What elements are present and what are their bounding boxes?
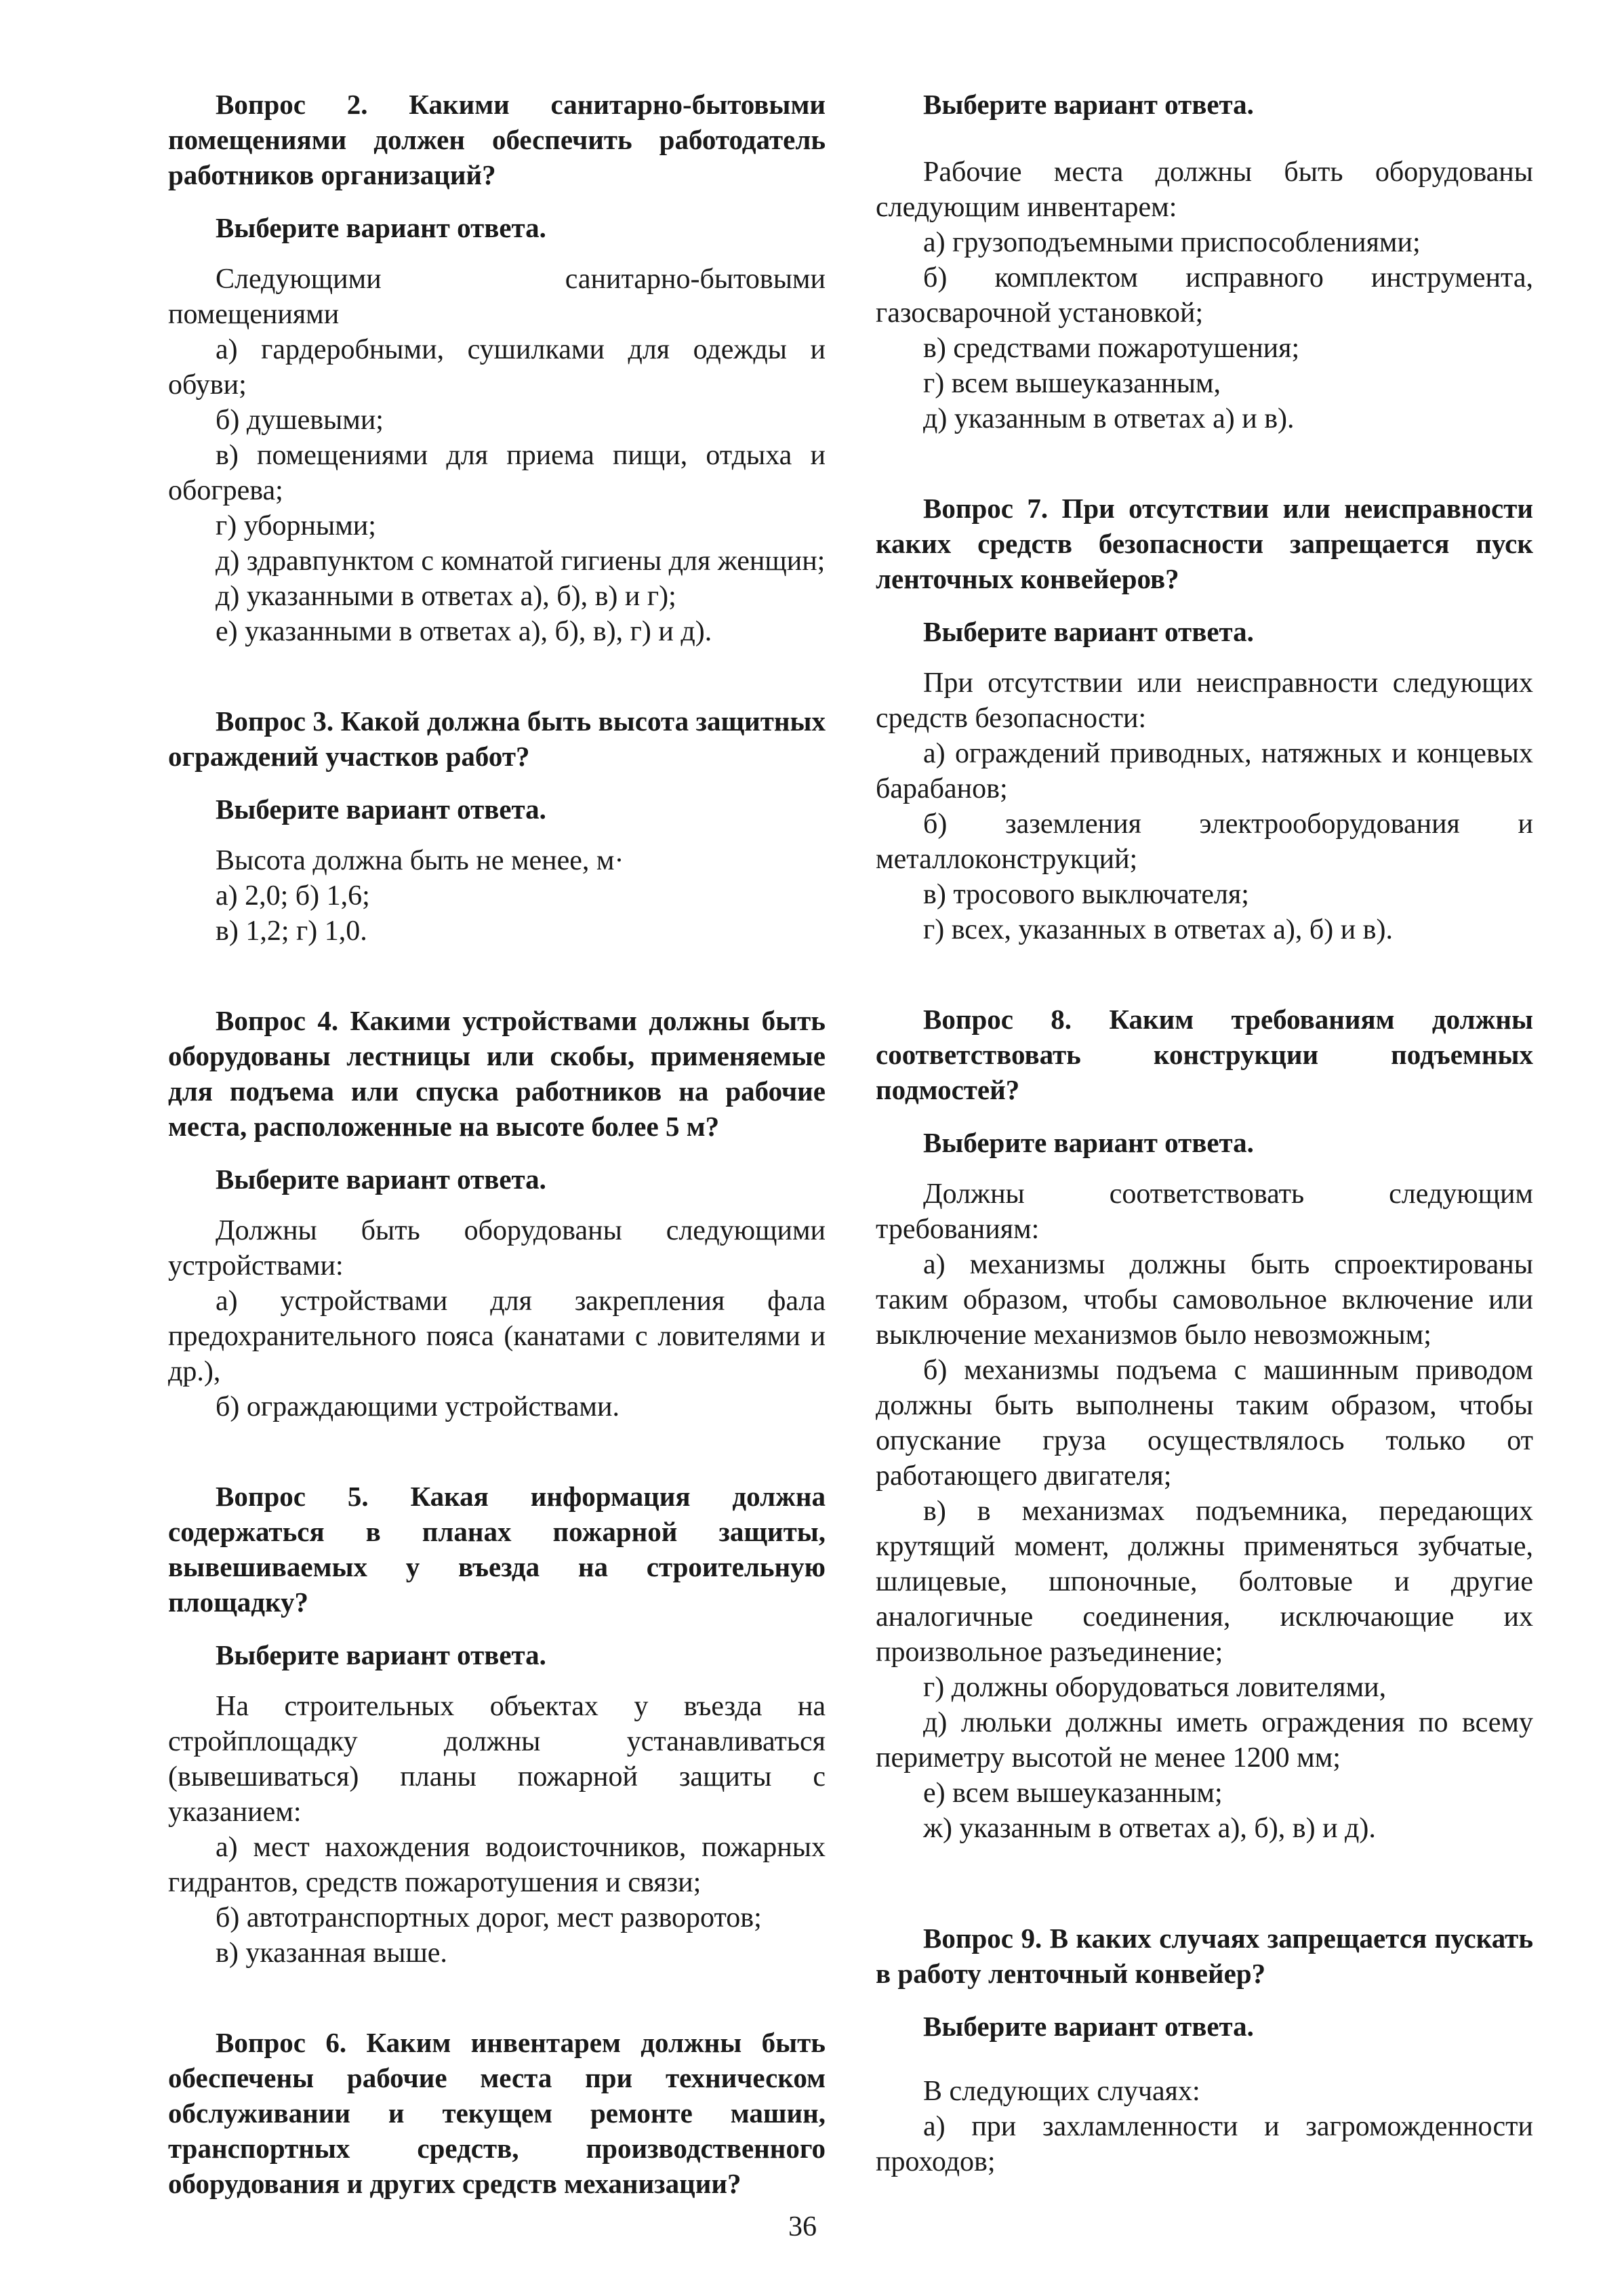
q8-line-6: д) люльки должны иметь ограждения по всему периметру высотой не менее 1200 мм;	[876, 1707, 1533, 1774]
question-9-prompt: Выберите вариант ответа.	[923, 2011, 1254, 2042]
q6-line-2: а) грузоподъемными приспособлениями;	[923, 227, 1421, 258]
q6-line-5: г) всем вышеуказанным,	[923, 368, 1221, 399]
question-4	[168, 1003, 826, 1424]
q8-line-7: е) всем вышеуказанным;	[923, 1778, 1223, 1809]
q8-line-5: г) должны оборудоваться ловителями,	[923, 1672, 1387, 1703]
q2-line-1: Следующими санитарно-бытовыми помещениями	[168, 264, 826, 330]
question-3-text: Вопрос 3. Какой должна быть высота защитных ограждений участков работ?	[168, 705, 826, 772]
q4-line-2: а) устройствами для закрепления фала предохранительного пояса (канатами с ловителями и др.),	[168, 1286, 826, 1387]
question-7	[876, 491, 1533, 947]
q9-line-1: В следующих случаях:	[923, 2076, 1200, 2107]
q3-line-1: Высота должна быть не менее, м·	[216, 845, 624, 876]
question-8	[876, 1002, 1533, 1846]
question-7-text: Вопрос 7. При отсутствии или неисправности каких средств безопасности запрещается пуск ленточных конвейеров?	[876, 493, 1533, 594]
question-7-prompt: Выберите вариант ответа.	[923, 616, 1254, 647]
q5-line-4: в) указанная выше.	[216, 1938, 447, 1969]
question-9-text: Вопрос 9. В каких случаях запрещается пускать в работу ленточный конвейер?	[876, 1923, 1533, 1989]
q7-line-3: б) заземления электрооборудования и металлоконструкций;	[876, 808, 1533, 875]
q7-line-2: а) ограждений приводных, натяжных и концевых барабанов;	[876, 738, 1533, 804]
question-4-prompt: Выберите вариант ответа.	[216, 1164, 546, 1195]
question-6-continued	[876, 87, 1533, 436]
right-column	[876, 87, 1533, 2234]
q5-line-1: На строительных объектах у въезда на стройплощадку должны устанавливаться (вывешиваться) планы пожарной защиты с указанием:	[168, 1691, 826, 1828]
q2-line-7: д) указанными в ответах а), б), в) и г);	[216, 581, 676, 612]
question-5-text: Вопрос 5. Какая информация должна содержаться в планах пожарной защиты, вывешиваемых у въезда на строительную площадку?	[168, 1481, 826, 1618]
q3-line-3: в) 1,2; г) 1,0.	[216, 916, 367, 947]
left-column	[168, 87, 826, 2255]
q2-line-3: б) душевыми;	[216, 405, 384, 436]
q2-line-5: г) уборными;	[216, 510, 376, 541]
q4-line-1: Должны быть оборудованы следующими устройствами:	[168, 1215, 826, 1282]
q6-line-1: Рабочие места должны быть оборудованы следующим инвентарем:	[876, 157, 1533, 223]
question-4-text: Вопрос 4. Какими устройствами должны быть оборудованы лестницы или скобы, применяемые для подъема или спуска работников на рабочие места, расположенные на высоте более 5 м?	[168, 1005, 826, 1142]
q8-line-4: в) в механизмах подъемника, передающих крутящий момент, должны применяться зубчатые, шлицевые, шпоночные, болтовые и другие аналогичные соединения, исключающие их произвольное разъединение;	[876, 1496, 1533, 1668]
question-2-text: Вопрос 2. Какими санитарно-бытовыми помещениями должен обеспечить работодатель работников организаций?	[168, 89, 826, 190]
question-5	[168, 1479, 826, 1971]
q2-line-8: е) указанными в ответах а), б), в), г) и д).	[216, 616, 712, 647]
q8-line-2: а) механизмы должны быть спроектированы таким образом, чтобы самовольное включение или выключение механизмов было невозможным;	[876, 1249, 1533, 1351]
question-2	[168, 87, 826, 649]
question-6	[168, 2025, 826, 2201]
question-2-prompt: Выберите вариант ответа.	[216, 212, 546, 243]
q7-line-4: в) тросового выключателя;	[923, 879, 1249, 910]
q6-line-6: д) указанным в ответах а) и в).	[923, 403, 1295, 434]
q8-line-1: Должны соответствовать следующим требованиям:	[876, 1178, 1533, 1245]
q2-line-6: д) здравпунктом с комнатой гигиены для женщин;	[216, 546, 826, 577]
q6-line-3: б) комплектом исправного инструмента, газосварочной установкой;	[876, 262, 1533, 329]
q2-line-4: в) помещениями для приема пищи, отдыха и обогрева;	[168, 440, 826, 506]
q5-line-3: б) автотранспортных дорог, мест разворотов;	[216, 1902, 762, 1933]
question-8-prompt: Выберите вариант ответа.	[923, 1127, 1254, 1158]
question-6-prompt: Выберите вариант ответа.	[923, 89, 1254, 120]
question-8-text: Вопрос 8. Каким требованиям должны соответствовать конструкции подъемных подмостей?	[876, 1004, 1533, 1105]
question-3	[168, 703, 826, 949]
question-9	[876, 1921, 1533, 2179]
question-5-prompt: Выберите вариант ответа.	[216, 1639, 546, 1670]
q8-line-3: б) механизмы подъема с машинным приводом должны быть выполнены таким образом, чтобы опускание груза осуществлялось только от работающего двигателя;	[876, 1355, 1533, 1492]
question-6-text: Вопрос 6. Каким инвентарем должны быть обеспечены рабочие места при техническом обслуживании и текущем ремонте машин, транспортных средств, производственного оборудования и других средств механизации?	[168, 2027, 826, 2199]
q6-line-4: в) средствами пожаротушения;	[923, 333, 1300, 364]
q9-line-2: а) при захламленности и загроможденности проходов;	[876, 2111, 1533, 2177]
q4-line-3: б) ограждающими устройствами.	[216, 1391, 619, 1422]
q5-line-2: а) мест нахождения водоисточников, пожарных гидрантов, средств пожаротушения и связи;	[168, 1832, 826, 1898]
q8-line-8: ж) указанным в ответах а), б), в) и д).	[923, 1813, 1376, 1844]
q3-line-2: а) 2,0; б) 1,6;	[216, 880, 370, 911]
page-number: 36	[788, 2211, 817, 2242]
q7-line-5: г) всех, указанных в ответах а), б) и в).	[923, 914, 1393, 945]
question-3-prompt: Выберите вариант ответа.	[216, 794, 546, 825]
q7-line-1: При отсутствии или неисправности следующих средств безопасности:	[876, 668, 1533, 734]
q2-line-2: а) гардеробными, сушилками для одежды и обуви;	[168, 334, 826, 401]
